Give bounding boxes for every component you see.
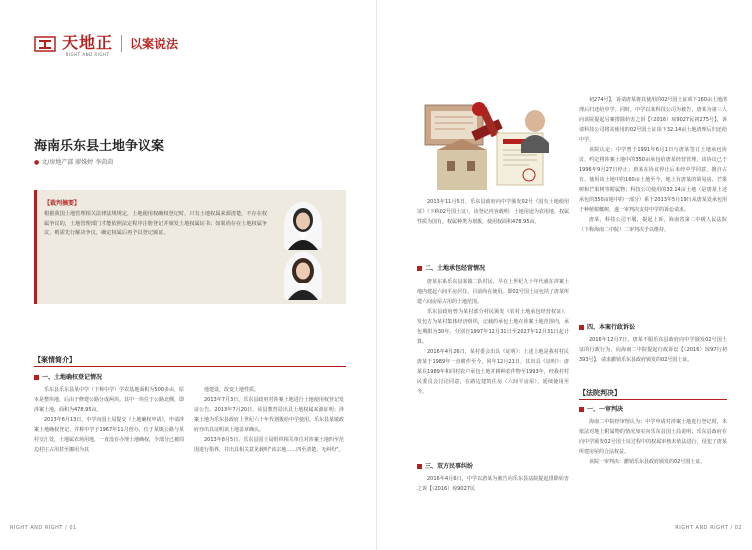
paragraph: 他建设，改变土地性质。 <box>204 387 260 393</box>
subheading-first-instance <box>579 404 623 413</box>
square-bullet-icon <box>417 464 422 469</box>
bullet-icon: ● <box>34 159 40 166</box>
square-bullet-icon <box>417 266 422 271</box>
summary-text: 根据我国土地管理相关法律法规规定，土地使用权确权登记时，只有土地权属来源清楚，不存在权属争议的，土地管理部门才能依照法定程序注册登记并颁发土地权属证书；如果尚存在土地权属争议，则需先行解决争议，确定权属后再予以登记颁证。 <box>44 211 268 236</box>
paragraph: 该院认定：中学曾于1991年6月1日与唐某签订土地承包协议，约定将涉案土地中的350亩承包给唐某经营管理，该协议已于1996年9月27日停止；唐某在协议停止后未经中学同意，擅自占有、使用该土地中的160亩土地至今，地上有唐某的简易房、芒果树和芒果树等附属物；科技公司使用的32.14亩土地（是唐某上述承包的350亩地中的一部分）系于2013年5月19日从唐某处承包用于种植槟榔树，遂一审判决支持中学的诉讼请求。 <box>579 147 727 213</box>
subheading-text: 二、土地承包经营情况 <box>425 265 486 272</box>
square-bullet-icon <box>579 407 584 412</box>
paragraph: 2013年8月5日，乐东县国土局组织相关单位对涉案土地四至范围进行指界，并出具相关意见载明"该宗地……四至清楚，无纠纷"。 <box>194 437 344 453</box>
subheading-contract <box>417 263 485 272</box>
subheading-text: 三、双方民事纠纷 <box>425 463 474 470</box>
summary-label: 【裁判摘要】 <box>44 200 81 207</box>
paragraph: 2016年4月26日，某村委会出具《证明》：上述土地是我村村民唐某于1989年一直耕作至今。同年12月21日，其出具《证明》：唐某在1989年和同村农户承包土地并耕种农作物至1993年，经我村村民委员会讨论同意，在路边建筑住房（六间平房屋），延续使用至今。 <box>417 349 569 395</box>
logo-seal-icon <box>30 33 60 55</box>
paragraph: 初274号】，诉请唐某将其使用的02号国土证项下160亩土地清理后归还给中学。同时，中学以某科技公司为被告，唐某为第三人向该院提起另案排除妨害之诉【（2016）琼9027民初275号】，诉请科技公司将其使用的02号国土证项下32.14亩土地清理后归还给中学。 <box>579 97 727 143</box>
subheading-registration <box>34 372 102 381</box>
subheading-text: 一、土地确权登记情况 <box>42 374 103 381</box>
left-column-2 <box>194 385 344 455</box>
brand-logo <box>30 30 178 57</box>
square-bullet-icon <box>34 375 39 380</box>
legal-stamp-illustration <box>417 95 567 200</box>
square-bullet-icon <box>579 325 584 330</box>
case-heading: 【案情简介】 <box>34 356 76 364</box>
author-portrait-1 <box>284 202 322 250</box>
paragraph: 唐某、科技公司不服，提起上诉，海南省第二中级人民法院（下称海南二中院）二审判决予以维持。 <box>579 217 727 233</box>
author-portrait-2 <box>284 252 322 300</box>
case-heading-rule <box>34 366 346 367</box>
logo-chinese: 天地正 <box>62 33 114 52</box>
right-column-1-middle <box>417 277 569 397</box>
paragraph: 2016年12月7日，唐某不服乐东县政府向中学颁发02号国土证的行政行为，向海南二中院提起行政诉讼【（2016）琼97行初393号】，请求撤销乐东县政府颁发的02号国土证。 <box>579 337 727 363</box>
paragraph: 2013年11月5日，乐东县政府向中学颁发02号《国有土地使用证》（下称02号国土证），该登记内容载明：土地用途为农用地，权属性质为国有，权属种类为划拨，使用权面积478.95亩。 <box>417 199 569 225</box>
subheading-admin-litigation <box>579 322 635 331</box>
paragraph: 2013年6月13日，中学向国土局提交《土地确权申请》，申请涉案土地确权登记，并称中学于1967年11月创办，位于某镇公路与某村交汇处，土地属农场用地，一直没有办理土地确权，少部分已被周边村庄占用甚至挪用为其 <box>34 417 185 453</box>
paragraph: 2016年4月6日，中学以唐某为被告向乐东县法院提起排除妨害之诉【（2016）琼9027民 <box>417 476 569 492</box>
subheading-text: 一、一审判决 <box>587 406 624 413</box>
section-tag: 以案说法 <box>121 35 178 52</box>
article-title: 海南乐东县土地争议案 <box>34 139 165 154</box>
paragraph: 乐东县政府曾为某村部分村民颁发《农村土地承包经营权证》，发包方为某村集体经济组织，记载的承包土地在涉案土地范围内，承包期限为30年，分别自1997年12月31日至2027年12月31日起计算。 <box>417 309 569 345</box>
summary-accent-bar <box>34 190 37 304</box>
paragraph: 2013年7月3日，乐东县政府对涉案土地进行土地使用权登记发证公告。2013年7月20日，该县教育局出具土地权属来源证明；涉案土地为乐东县政府上世纪六十年代划拨给中学使用。乐东县某镇政府亦出具证明该土地盖章确认。 <box>194 397 345 433</box>
paragraph: 海南二中院经审理认为：中学申请对涉案土地进行登记时，未依法对地上附属物的情况加实向乐东县国土局说明；乐东县政府在向中学颁发02号国土证过程中的权属审核未依法进行，侵犯了唐某所建房屋的合法权益。 <box>579 419 727 455</box>
subheading-text: 四、本案行政诉讼 <box>587 324 636 331</box>
subheading-civil-dispute <box>417 461 473 470</box>
summary-box <box>34 190 346 304</box>
right-column-1-bottom <box>417 474 569 494</box>
article-author <box>34 157 113 166</box>
verdict-heading-rule <box>579 399 727 400</box>
author-text: 文/房地产部 廖姝婷 李茵茵 <box>41 159 114 166</box>
verdict-heading: 【法院判决】 <box>579 389 621 397</box>
right-column-1-top <box>417 197 569 227</box>
page-footer-right: RIGHT AND RIGHT / 02 <box>675 525 742 531</box>
right-column-2-top <box>579 95 727 235</box>
logo-english: RIGHT AND RIGHT <box>65 52 110 57</box>
paragraph: 该院一审判决：撤销乐东县政府颁发的02号国土证。 <box>589 459 706 465</box>
paragraph: 乐东县乐东县某中学（下称中学）学农基地面积为500多亩，原本是整块地，后由于修建公路分成两块。其中一块位于公路北侧，即涉案土地，面积为478.95亩。 <box>34 387 185 413</box>
right-page <box>376 0 752 550</box>
left-column-1 <box>34 385 184 455</box>
right-column-2-middle <box>579 335 727 365</box>
paragraph: 唐某东系乐东县某镇二队村民，早在上世纪九十年代就在涉案土地内建起六间平房居住，目前尚在使用。即02号国土证包括了唐某所建六间房屋占用的土地范围。 <box>417 279 569 305</box>
page-footer-left: RIGHT AND RIGHT / 01 <box>10 525 77 531</box>
right-column-2-bottom <box>579 417 727 467</box>
